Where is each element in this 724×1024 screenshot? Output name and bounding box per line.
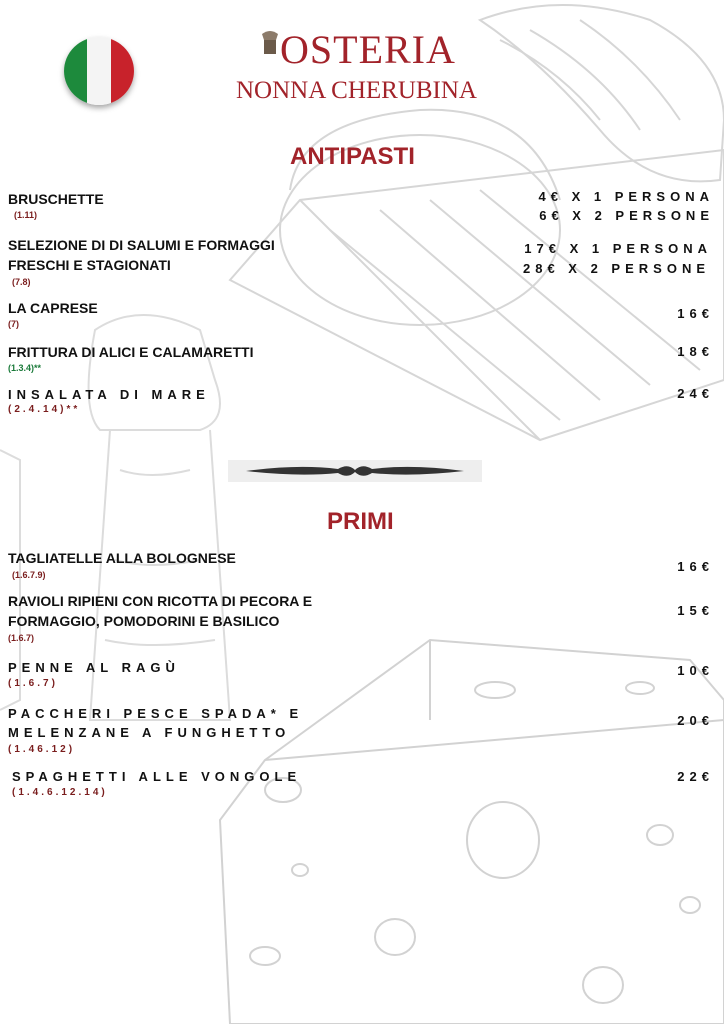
item-price: 6€ X 2 PERSONE: [539, 208, 714, 223]
item-price: 24€: [677, 386, 714, 401]
item-price: 4€ X 1 PERSONA: [538, 189, 714, 204]
section-title-primi: PRIMI: [327, 508, 394, 535]
item-name: LA CAPRESE: [8, 300, 98, 316]
item-name: PACCHERI PESCE SPADA* E: [8, 706, 304, 721]
item-name: MELENZANE A FUNGHETTO: [8, 725, 291, 740]
item-name: BRUSCHETTE: [8, 191, 104, 207]
item-price: 16€: [677, 559, 714, 574]
item-name: SPAGHETTI ALLE VONGOLE: [12, 769, 302, 784]
item-name: FRESCHI E STAGIONATI: [8, 257, 171, 273]
item-price: 28€ X 2 PERSONE: [523, 261, 710, 276]
allergen-code: (7.8): [12, 277, 31, 287]
item-price: 16€: [677, 306, 714, 321]
item-price: 17€ X 1 PERSONA: [524, 241, 712, 256]
item-name: INSALATA DI MARE: [8, 387, 210, 402]
item-price: 22€: [677, 769, 714, 784]
item-name: TAGLIATELLE ALLA BOLOGNESE: [8, 550, 236, 566]
hand-pot-logo-icon: [258, 28, 282, 56]
allergen-code: (2.4.14)**: [8, 404, 81, 415]
cheese-sketch: [220, 640, 724, 1024]
italian-flag-icon: [64, 37, 134, 105]
item-name: SELEZIONE DI DI SALUMI E FORMAGGI: [8, 237, 275, 253]
item-price: 10€: [677, 663, 714, 678]
ornamental-divider: [228, 460, 482, 482]
brand-name-line1: OSTERIA: [280, 27, 456, 72]
item-name: FORMAGGIO, POMODORINI E BASILICO: [8, 613, 280, 629]
item-price: 18€: [677, 344, 714, 359]
allergen-code: (1.6.7): [8, 633, 35, 643]
item-name: FRITTURA DI ALICI E CALAMARETTI: [8, 344, 254, 360]
item-price: 15€: [677, 603, 714, 618]
item-name: PENNE AL RAGÙ: [8, 660, 180, 675]
item-name: RAVIOLI RIPIENI CON RICOTTA DI PECORA E: [8, 593, 313, 609]
allergen-code: (1.4.6.12.14): [12, 787, 108, 798]
allergen-code: (7): [8, 319, 19, 329]
allergen-code: (1.3.4)**: [8, 363, 42, 373]
section-title-antipasti: ANTIPASTI: [290, 143, 415, 170]
item-price: 20€: [677, 713, 714, 728]
allergen-code: (1.6.7.9): [12, 570, 46, 580]
allergen-code: (1.11): [14, 210, 38, 220]
allergen-code: (1.46.12): [8, 744, 76, 755]
brand-name-line2: NONNA CHERUBINA: [236, 77, 477, 104]
allergen-code: (1.6.7): [8, 678, 58, 689]
